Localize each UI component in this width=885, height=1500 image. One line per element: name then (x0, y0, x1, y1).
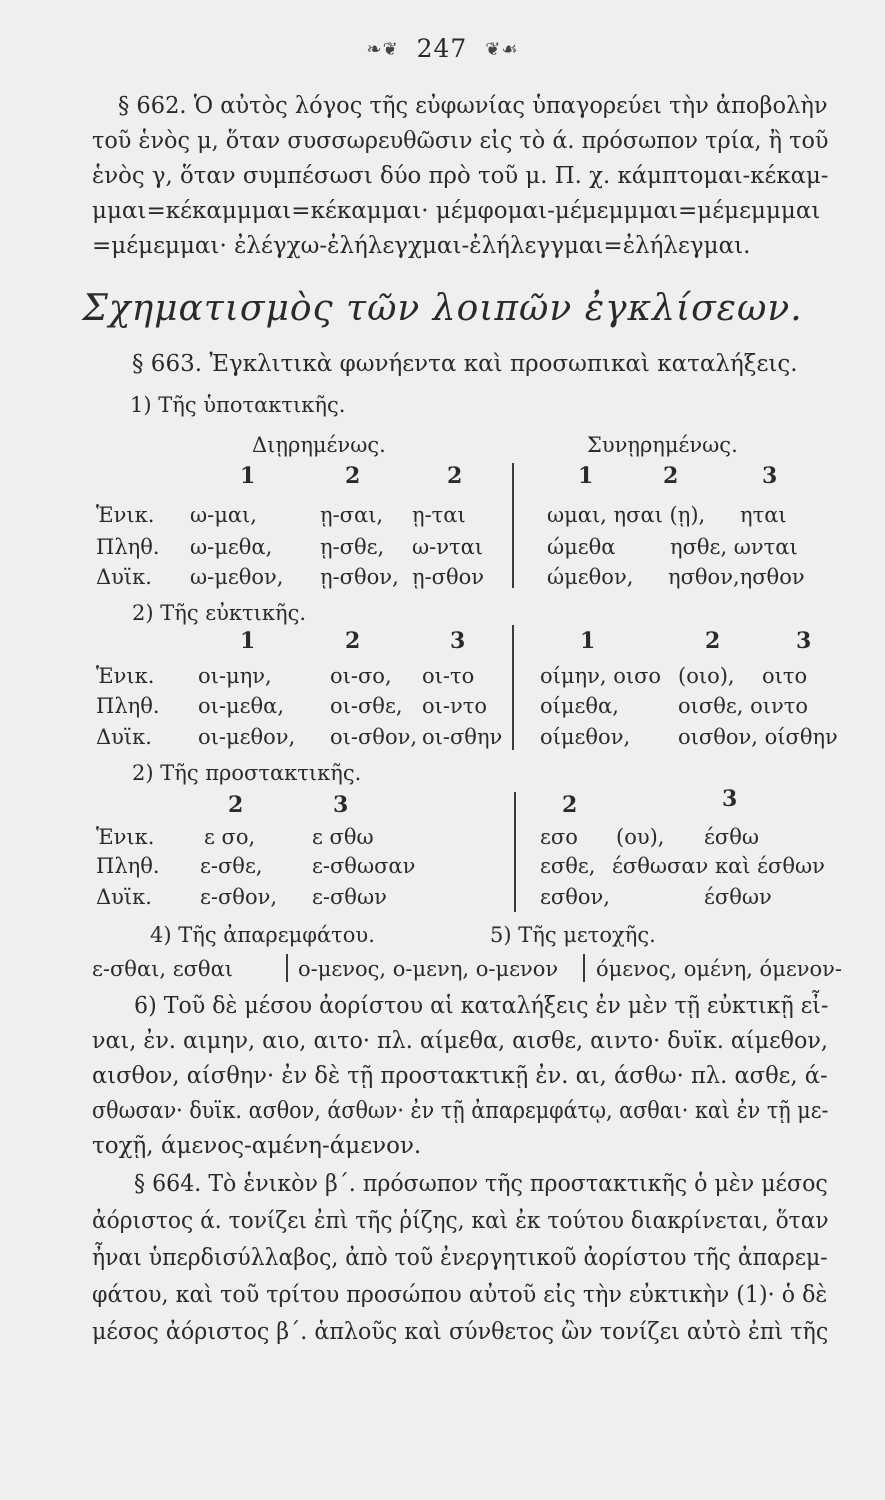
table-cell: ε σθω (312, 825, 374, 849)
person-number: 2 (663, 463, 679, 489)
table-cell: ησθον,ησθον (668, 565, 805, 589)
table-cell: οι-ντο (422, 694, 487, 718)
person-number: 1 (240, 628, 256, 654)
text-line: μέσος ἀόριστος β΄. ἁπλοῦς καὶ σύνθετος ὢν τονίζει αὐτὸ ἐπὶ τῆς (92, 1319, 829, 1345)
text-line: =μέμεμμαι· ἐλέγχω-ἐλήλεγχμαι-ἐλήλεγγμαι=ἐλήλεγμαι. (92, 233, 751, 259)
text-line: σθωσαν· δυϊκ. ασθον, άσθων· ἐν τῇ ἀπαρεμφάτῳ, ασθαι· καὶ ἐν τῇ με- (92, 1098, 829, 1124)
column-divider (512, 625, 514, 750)
person-number: 3 (722, 786, 738, 812)
table-cell: ησθε, ωνται (670, 535, 798, 559)
row-label: Ἑνικ. (96, 664, 155, 688)
row-label: Πληθ. (96, 694, 160, 718)
row-label: Ἑνικ. (96, 825, 155, 849)
table-cell: εσο (540, 825, 578, 849)
table-cell: ῃ-σθον (412, 565, 485, 589)
table-cell: εσθε, (540, 854, 596, 878)
table-cell: (οιο), (678, 664, 735, 688)
table-cell: ε-σθε, (200, 854, 263, 878)
infinitive-forms: ε-σθαι, εσθαι (92, 957, 233, 981)
table-cell: οι-σθην (422, 725, 503, 749)
text-line: τοῦ ἑνὸς μ, ὅταν συσσωρευθῶσιν εἰς τὸ ά. πρόσωπον τρία, ἢ τοῦ (92, 128, 829, 154)
text-line: τοχῇ, άμενος-αμένη-άμενον. (92, 1133, 422, 1159)
row-label: Πληθ. (96, 854, 160, 878)
table-cell: ώμεθα (547, 535, 616, 559)
table-cell: ε σο, (204, 825, 256, 849)
table-cell: έσθω (704, 825, 759, 849)
row-label: Ἑνικ. (96, 503, 155, 527)
table-cell: οι-μεθα, (198, 694, 284, 718)
text-line: φάτου, καὶ τοῦ τρίτου προσώπου αὐτοῦ εἰς τὴν εὐκτικὴν (1)· ὁ δὲ (92, 1282, 828, 1308)
table-cell: οισθον, οίσθην (678, 725, 838, 749)
ornament-right-icon: ❦☙ (485, 39, 519, 60)
person-number: 2 (447, 463, 463, 489)
ornament-left-icon: ❧❦ (366, 39, 399, 60)
table-cell: οι-το (422, 664, 475, 688)
table-cell: ω-νται (412, 535, 484, 559)
person-number: 2 (705, 628, 721, 654)
table-cell: ηται (740, 503, 787, 527)
text-line: § 662. Ὁ αὐτὸς λόγος τῆς εὐφωνίας ὑπαγορεύει τὴν ἀποβολὴν (118, 93, 828, 119)
column-divider (583, 954, 585, 982)
table-cell: ω-μεθα, (190, 535, 273, 559)
running-header (0, 34, 885, 63)
text-line: ναι, ἐν. αιμην, αιο, αιτο· πλ. αίμεθα, αισθε, αιντο· δυϊκ. αίμεθον, (92, 1028, 828, 1054)
table-cell: οι-μην, (198, 664, 272, 688)
person-number: 3 (796, 628, 812, 654)
table-cell: (ου), (616, 825, 665, 849)
person-number: 3 (450, 628, 466, 654)
person-number: 1 (578, 463, 594, 489)
table-cell: ῃ-σαι, (320, 503, 384, 527)
person-number: 1 (240, 463, 256, 489)
text-line: ἦναι ὑπερδισύλλαβος, ἀπὸ τοῦ ἐνεργητικοῦ ἀορίστου τῆς ἀπαρεμ- (92, 1245, 828, 1271)
column-header: Διῃρημένως. (252, 433, 386, 457)
text-line: ἑνὸς γ, ὅταν συμπέσωσι δύο πρὸ τοῦ μ. Π. χ. κάμπτομαι-κέκαμ- (92, 163, 829, 189)
column-divider (286, 954, 288, 982)
table-cell: ε-σθωσαν (312, 854, 416, 878)
row-label: Δυϊκ. (96, 565, 152, 589)
person-number: 1 (580, 628, 596, 654)
table-cell: ῃ-ται (412, 503, 466, 527)
table-cell: ώμεθον, (547, 565, 634, 589)
table-cell: ω-μεθον, (190, 565, 284, 589)
participle-heading: 5) Τῆς μετοχῆς. (490, 923, 656, 947)
table-heading: 1) Τῆς ὑποτακτικῆς. (130, 393, 346, 417)
table-cell: ε-σθων (312, 885, 387, 909)
participle-forms: ο-μενος, ο-μενη, ο-μενον (298, 957, 559, 981)
participle-forms: όμενος, ομένη, όμενον- (596, 957, 843, 981)
table-cell: ῃ-σθον, (320, 565, 399, 589)
column-divider (512, 463, 514, 588)
person-number: 2 (562, 792, 578, 818)
row-label: Πληθ. (96, 535, 160, 559)
column-divider (514, 792, 516, 912)
table-cell: έσθων (704, 885, 772, 909)
person-number: 2 (345, 463, 361, 489)
table-cell: ῃ-σθε, (320, 535, 385, 559)
person-number: 2 (228, 792, 244, 818)
table-cell: οίμεθα, (540, 694, 619, 718)
person-number: 3 (333, 792, 349, 818)
table-cell: οι-σο, (330, 664, 392, 688)
table-cell: εσθον, (540, 885, 610, 909)
page-number: 247 (416, 34, 468, 63)
person-number: 3 (762, 463, 778, 489)
table-cell: οιτο (762, 664, 808, 688)
table-cell: οισθε, οιντο (678, 694, 808, 718)
table-heading: 2) Τῆς εὐκτικῆς. (132, 601, 307, 625)
table-cell: οι-σθον, (330, 725, 418, 749)
text-line: αισθον, αίσθην· ἐν δὲ τῇ προστακτικῇ ἐν. αι, άσθω· πλ. ασθε, ά- (92, 1063, 828, 1089)
section-title: Σχηματισμὸς τῶν λοιπῶν ἐγκλίσεων. (82, 288, 803, 329)
text-line: 6) Τοῦ δὲ μέσου ἀορίστου αἱ καταλήξεις ἐν μὲν τῇ εὐκτικῇ εἶ- (134, 993, 829, 1019)
table-cell: ε-σθον, (200, 885, 278, 909)
table-cell: οίμεθον, (540, 725, 631, 749)
table-cell: ωμαι, ησαι (ῃ), (547, 503, 706, 527)
row-label: Δυϊκ. (96, 885, 152, 909)
paragraph-663-intro: § 663. Ἐγκλιτικὰ φωνήεντα καὶ προσωπικαὶ καταλήξεις. (132, 351, 798, 377)
table-cell: οι-σθε, (330, 694, 403, 718)
infinitive-heading: 4) Τῆς ἀπαρεμφάτου. (150, 923, 375, 947)
table-cell: ω-μαι, (190, 503, 257, 527)
column-header: Συνῃρημένως. (587, 433, 738, 457)
text-line: § 664. Τὸ ἑνικὸν β΄. πρόσωπον τῆς προστακτικῆς ὁ μὲν μέσος (134, 1171, 828, 1197)
table-heading: 2) Τῆς προστακτικῆς. (132, 761, 362, 785)
person-number: 2 (345, 628, 361, 654)
table-cell: οίμην, οισο (540, 664, 662, 688)
text-line: μμαι=κέκαμμμαι=κέκαμμαι· μέμφομαι-μέμεμμμαι=μέμεμμμαι (92, 198, 821, 224)
text-line: ἀόριστος ά. τονίζει ἐπὶ τῆς ῥίζης, καὶ ἐκ τούτου διακρίνεται, ὅταν (92, 1208, 829, 1234)
table-cell: έσθωσαν καὶ έσθων (612, 854, 825, 878)
row-label: Δυϊκ. (96, 725, 152, 749)
table-cell: οι-μεθον, (198, 725, 296, 749)
